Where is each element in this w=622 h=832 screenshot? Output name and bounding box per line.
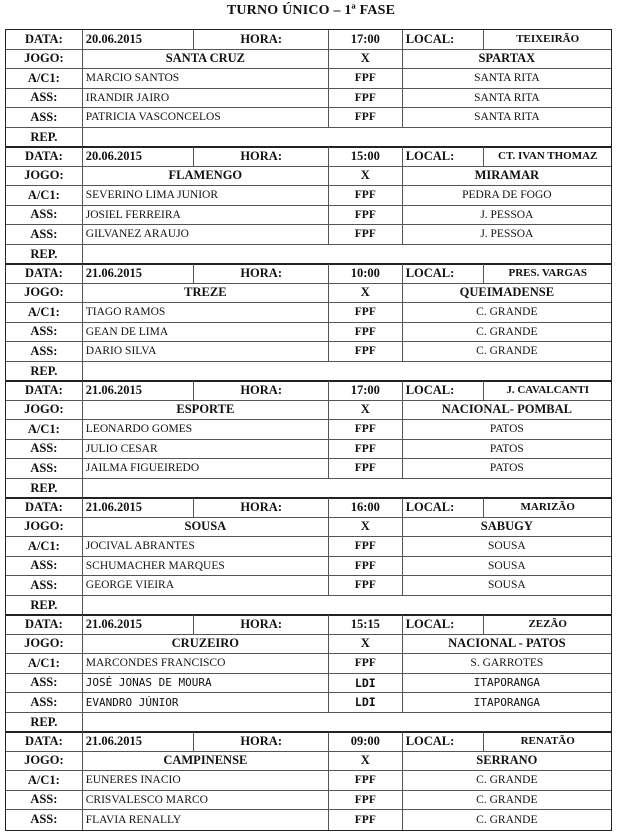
match-block [5,731,612,831]
assistant-name: JULIO CESAR [83,440,329,459]
home-team: CRUZEIRO [83,635,329,654]
match-block [5,263,612,382]
assistant-label: ASS: [6,810,83,830]
match-date: 21.06.2015 [83,264,195,283]
assistant-city: SOUSA [487,559,526,572]
referee-city: PATOS [489,423,524,436]
game-row [6,752,611,772]
referee-city: SOUSA [487,540,526,553]
match-block [5,614,612,733]
assistant-row [6,693,611,713]
assistant-label: ASS: [6,89,83,108]
assistant-name: CRISVALESCO MARCO [83,791,329,810]
match-time: 16:00 [329,498,403,517]
assistant-label: ASS: [6,791,83,810]
referee-name: MARCONDES FRANCISCO [83,654,329,673]
assistant-org: FPF [329,323,403,342]
date-row [6,498,611,518]
assistant-city: ITAPORANGA [473,695,540,709]
assistant-name: JAILMA FIGUEIREDO [83,459,329,478]
assistant-name: DARIO SILVA [83,342,329,361]
match-venue: TEIXEIRÃO [516,33,580,46]
game-row [6,401,611,421]
assistant-row [6,557,611,577]
referee-city: PEDRA DE FOGO [462,189,552,202]
referee-label: A/C1: [6,420,83,439]
assistant-city: J. PESSOA [480,228,534,241]
rep-row [6,245,611,265]
referee-label: A/C1: [6,537,83,556]
assistant-name: JOSIEL FERREIRA [83,206,329,225]
home-team: FLAMENGO [83,167,329,186]
versus-mark: X [329,752,403,771]
assistant-label: ASS: [6,693,83,712]
referee-name: MARCIO SANTOS [83,69,329,88]
assistant-row [6,323,611,343]
match-block [5,380,612,499]
versus-mark: X [329,284,403,303]
assistant-city: SOUSA [487,579,526,592]
referee-org: FPF [329,186,403,205]
versus-mark: X [329,50,403,69]
assistant-city: C. GRANDE [476,813,538,826]
time-label: HORA: [194,147,329,166]
assistant-name: FLAVIA RENALLY [83,810,329,830]
venue-label: LOCAL: [403,30,485,49]
assistant-city: SANTA RITA [474,111,540,124]
assistant-label: ASS: [6,108,83,127]
rep-row [6,128,611,148]
assistant-row [6,674,611,694]
away-team: NACIONAL- POMBAL [441,402,572,417]
referee-label: A/C1: [6,303,83,322]
assistant-name: GILVANEZ ARAUJO [83,225,329,244]
referee-org: FPF [329,537,403,556]
game-row [6,167,611,187]
referee-name: JOCIVAL ABRANTES [83,537,329,556]
match-time: 17:00 [329,381,403,400]
page-title: TURNO ÚNICO – 1ª FASE [226,3,396,18]
away-team: SERRANO [476,753,538,768]
game-label: JOGO: [6,50,83,69]
assistant-row [6,89,611,109]
rep-label: REP. [6,245,83,265]
assistant-org: FPF [329,206,403,225]
rep-row [6,479,611,499]
referee-org: FPF [329,303,403,322]
date-row [6,732,611,752]
date-label: DATA: [6,615,83,634]
referee-city: S. GARROTES [470,657,544,670]
match-time: 10:00 [329,264,403,283]
assistant-row [6,810,611,830]
assistant-org: FPF [329,557,403,576]
date-label: DATA: [6,30,83,49]
rep-label: REP. [6,362,83,382]
assistant-org: FPF [329,459,403,478]
rep-label: REP. [6,479,83,499]
match-block [5,497,612,616]
venue-label: LOCAL: [403,732,485,751]
referee-name: SEVERINO LIMA JUNIOR [83,186,329,205]
game-label: JOGO: [6,284,83,303]
referee-org: FPF [329,654,403,673]
rep-row [6,596,611,616]
match-date: 21.06.2015 [83,615,195,634]
assistant-row [6,108,611,128]
match-time: 17:00 [329,30,403,49]
rep-value [83,128,611,148]
versus-mark: X [329,635,403,654]
match-venue: PRES. VARGAS [508,267,587,280]
time-label: HORA: [194,615,329,634]
assistant-row [6,791,611,811]
date-label: DATA: [6,381,83,400]
referee-org: FPF [329,69,403,88]
referee-row [6,69,611,89]
time-label: HORA: [194,264,329,283]
assistant-label: ASS: [6,342,83,361]
referee-row [6,537,611,557]
time-label: HORA: [194,498,329,517]
match-date: 20.06.2015 [83,30,195,49]
assistant-name: JOSÉ JONAS DE MOURA [83,674,329,693]
away-team: QUEIMADENSE [459,285,555,300]
date-row [6,147,611,167]
date-row [6,381,611,401]
date-row [6,615,611,635]
assistant-label: ASS: [6,323,83,342]
time-label: HORA: [194,381,329,400]
referee-label: A/C1: [6,186,83,205]
assistant-org: FPF [329,89,403,108]
assistant-label: ASS: [6,557,83,576]
referee-city: C. GRANDE [476,306,538,319]
away-team: NACIONAL - PATOS [448,636,566,651]
referee-label: A/C1: [6,771,83,790]
rep-label: REP. [6,713,83,733]
home-team: SOUSA [83,518,329,537]
assistant-label: ASS: [6,440,83,459]
referee-city: SANTA RITA [474,72,540,85]
rep-label: REP. [6,596,83,616]
versus-mark: X [329,401,403,420]
match-venue: CT. IVAN THOMAZ [498,150,598,163]
game-row [6,635,611,655]
venue-label: LOCAL: [403,264,485,283]
assistant-row [6,206,611,226]
match-time: 15:15 [329,615,403,634]
venue-label: LOCAL: [403,615,485,634]
referee-name: LEONARDO GOMES [83,420,329,439]
time-label: HORA: [194,30,329,49]
assistant-org: FPF [329,225,403,244]
assistant-label: ASS: [6,576,83,595]
assistant-org: FPF [329,342,403,361]
assistant-name: GEAN DE LIMA [83,323,329,342]
away-team: SABUGY [480,519,533,534]
assistant-city: SANTA RITA [474,91,540,104]
home-team: CAMPINENSE [83,752,329,771]
referee-name: TIAGO RAMOS [83,303,329,322]
assistant-name: GEORGE VIEIRA [83,576,329,595]
assistant-row [6,440,611,460]
rep-row [6,362,611,382]
game-row [6,518,611,538]
assistant-name: SCHUMACHER MARQUES [83,557,329,576]
assistant-org: FPF [329,440,403,459]
referee-label: A/C1: [6,654,83,673]
rep-label: REP. [6,128,83,148]
rep-value [83,596,611,616]
game-row [6,50,611,70]
match-time: 09:00 [329,732,403,751]
game-label: JOGO: [6,635,83,654]
referee-name: EUNERES INACIO [83,771,329,790]
match-venue: MARIZÃO [520,501,575,514]
time-label: HORA: [194,732,329,751]
referee-org: FPF [329,420,403,439]
date-label: DATA: [6,732,83,751]
date-row [6,30,611,50]
match-block [5,29,612,148]
referee-org: FPF [329,771,403,790]
match-date: 21.06.2015 [83,381,195,400]
assistant-org: FPF [329,810,403,830]
assistant-label: ASS: [6,225,83,244]
match-venue: RENATÃO [520,735,575,748]
game-label: JOGO: [6,518,83,537]
away-team: SPARTAX [478,51,536,66]
game-label: JOGO: [6,752,83,771]
assistant-row [6,576,611,596]
assistant-name: IRANDIR JAIRO [83,89,329,108]
assistant-label: ASS: [6,674,83,693]
assistant-label: ASS: [6,459,83,478]
rep-value [83,713,611,733]
referee-row [6,771,611,791]
assistant-city: C. GRANDE [476,793,538,806]
versus-mark: X [329,518,403,537]
referee-row [6,186,611,206]
referee-city: C. GRANDE [476,774,538,787]
game-row [6,284,611,304]
assistant-org: FPF [329,791,403,810]
rep-value [83,245,611,265]
venue-label: LOCAL: [403,498,485,517]
assistant-city: C. GRANDE [476,345,538,358]
game-label: JOGO: [6,167,83,186]
assistant-org: FPF [329,576,403,595]
home-team: SANTA CRUZ [83,50,329,69]
match-venue: J. CAVALCANTI [506,384,590,397]
referee-row [6,420,611,440]
versus-mark: X [329,167,403,186]
assistant-city: J. PESSOA [480,208,534,221]
date-label: DATA: [6,264,83,283]
assistant-org: LDI [329,693,403,712]
date-label: DATA: [6,498,83,517]
venue-label: LOCAL: [403,381,485,400]
date-label: DATA: [6,147,83,166]
assistant-city: C. GRANDE [476,325,538,338]
assistant-label: ASS: [6,206,83,225]
home-team: TREZE [83,284,329,303]
assistant-city: ITAPORANGA [473,676,540,690]
away-team: MIRAMAR [474,168,540,183]
venue-label: LOCAL: [403,147,485,166]
match-date: 21.06.2015 [83,732,195,751]
match-block [5,146,612,265]
match-date: 21.06.2015 [83,498,195,517]
rep-row [6,713,611,733]
referee-row [6,303,611,323]
referee-label: A/C1: [6,69,83,88]
assistant-row [6,459,611,479]
referee-row [6,654,611,674]
assistant-name: PATRICIA VASCONCELOS [83,108,329,127]
assistant-city: PATOS [489,462,524,475]
match-date: 20.06.2015 [83,147,195,166]
game-label: JOGO: [6,401,83,420]
match-venue: ZEZÃO [528,618,567,631]
date-row [6,264,611,284]
rep-value [83,479,611,499]
rep-value [83,362,611,382]
assistant-org: FPF [329,108,403,127]
assistant-city: PATOS [489,442,524,455]
assistant-row [6,225,611,245]
match-time: 15:00 [329,147,403,166]
home-team: ESPORTE [83,401,329,420]
assistant-name: EVANDRO JÚNIOR [83,693,329,712]
assistant-row [6,342,611,362]
assistant-org: LDI [329,674,403,693]
